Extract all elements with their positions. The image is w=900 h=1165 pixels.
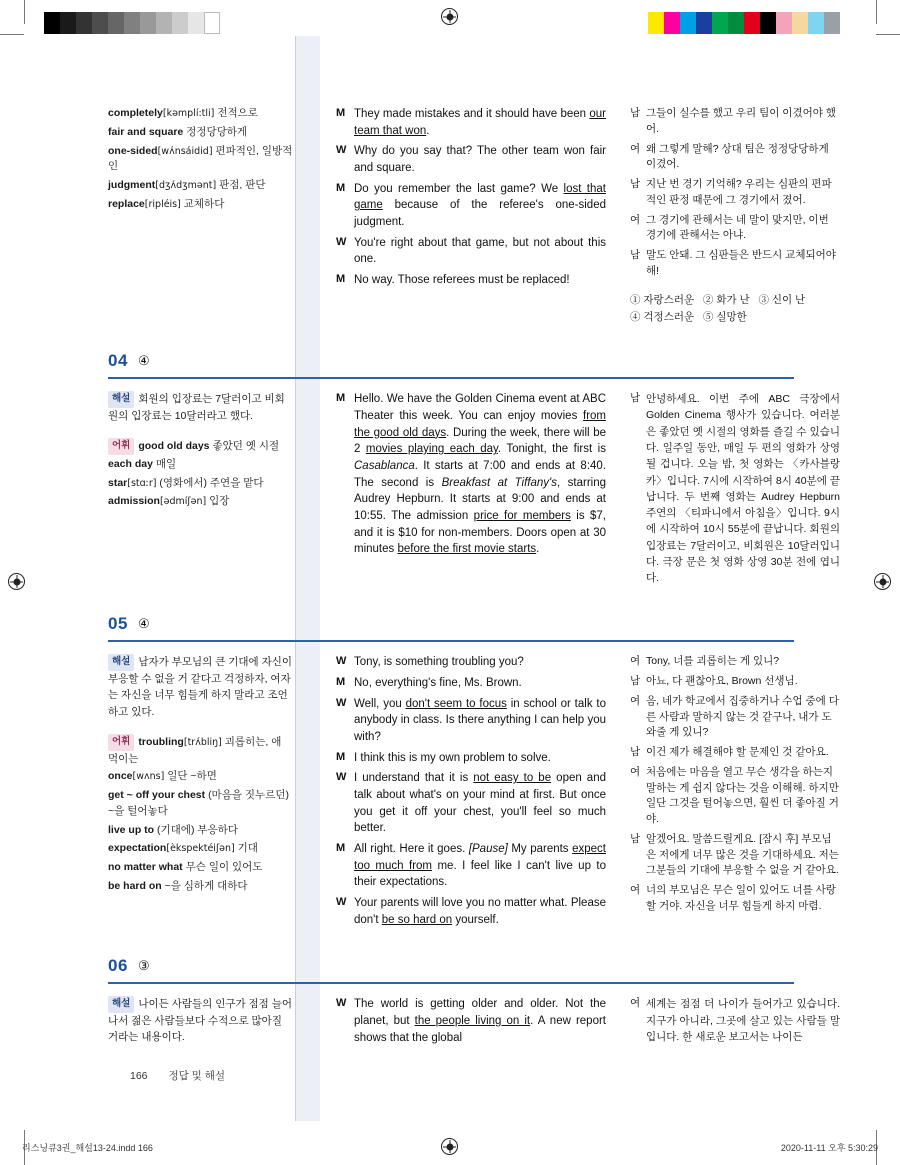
vocab-gloss: 기대 xyxy=(237,842,258,855)
explanation-tag: 해설 xyxy=(108,391,134,408)
vocab-ipa: [stɑːr] xyxy=(127,477,157,489)
korean-translation-column-06 xyxy=(630,996,840,1051)
utterance-text: No way. Those referees must be replaced! xyxy=(354,274,570,287)
translation-turn xyxy=(630,142,840,174)
speaker-label: M xyxy=(336,181,346,194)
question-block-05 xyxy=(22,614,878,938)
vocabulary-block-05 xyxy=(108,734,294,895)
vocabulary-item xyxy=(108,860,294,876)
translation-text: 너의 부모님은 무슨 일이 있어도 너를 사랑할 거야. 자신을 너무 힘들게 하지 마렴. xyxy=(646,884,836,912)
speaker-label: 남 xyxy=(630,675,641,688)
vocabulary-item xyxy=(108,788,294,820)
answer-key: ④ xyxy=(138,616,150,632)
vocab-gloss: 매일 xyxy=(155,457,177,470)
vocab-ipa: [kəmplí:tli] xyxy=(162,108,215,119)
vocabulary-item xyxy=(108,769,294,785)
vocabulary-item xyxy=(108,106,294,122)
speaker-label: W xyxy=(336,997,347,1010)
utterance-text: The world is getting older and older. Not the planet, but the people living on it. A new report shows that the global xyxy=(354,998,606,1044)
dialogue-turn xyxy=(336,235,606,268)
dialogue-turn xyxy=(336,770,606,837)
vocab-gloss: 입장 xyxy=(209,495,230,508)
footer-label: 정답 및 해설 xyxy=(168,1070,226,1082)
speaker-label: M xyxy=(336,107,346,119)
speaker-label: M xyxy=(336,392,346,405)
answer-key: ④ xyxy=(138,353,150,369)
speaker-label: 여 xyxy=(630,655,641,668)
vocab-gloss: 좋았던 옛 시절 xyxy=(212,440,280,453)
speaker-label: M xyxy=(336,676,346,689)
page-content xyxy=(22,36,878,1058)
vocab-gloss: ~을 심하게 대하다 xyxy=(164,879,248,892)
vocab-word: once xyxy=(108,770,133,783)
speaker-label: 여 xyxy=(630,765,641,778)
speaker-label: W xyxy=(336,655,347,668)
notes-column-05 xyxy=(108,654,304,932)
question-header-04 xyxy=(108,351,794,385)
translation-turn xyxy=(630,248,840,280)
vocab-ipa: [dʒʌ́dʒmənt] xyxy=(155,180,217,191)
question-header-05 xyxy=(108,614,794,648)
vocabulary-item xyxy=(108,476,294,492)
vocab-gloss: 전적으로 xyxy=(217,107,258,119)
choice-item: ④ 걱정스러운 xyxy=(630,311,695,324)
crop-mark xyxy=(24,0,25,24)
notes-column-04 xyxy=(108,391,304,590)
translation-text: 이건 제가 해결해야 할 문제인 것 같아요. xyxy=(646,746,829,759)
question-number: 06 xyxy=(108,956,128,976)
vocab-word: no matter what xyxy=(108,861,183,874)
vocabulary-list-03 xyxy=(108,106,294,213)
vocab-word: fair and square xyxy=(108,125,184,138)
vocab-ipa: [ripléis] xyxy=(144,198,181,210)
speaker-label: W xyxy=(336,896,347,909)
translation-turn xyxy=(630,654,840,670)
choice-item: ② 화가 난 xyxy=(702,293,750,306)
vocabulary-item xyxy=(108,197,294,213)
utterance-text: Your parents will love you no matter what. Please don't be so hard on yourself. xyxy=(354,897,606,926)
dialogue-turn xyxy=(336,654,606,671)
vocab-word: live up to xyxy=(108,823,155,836)
print-slug-line xyxy=(22,1140,878,1154)
vocab-gloss: (마음을 짓누르던) ~을 털어놓다 xyxy=(108,789,289,817)
speaker-label: 남 xyxy=(630,832,641,845)
explanation-text: 남자가 부모님의 큰 기대에 자신이 부응할 수 없을 거 같다고 걱정하자, 여자는 자신을 너무 힘들게 하지 말라고 조언하고 있다. xyxy=(108,656,293,718)
vocab-gloss: (영화에서) 주연을 맡다 xyxy=(159,476,264,489)
section-rule xyxy=(108,640,794,642)
notes-column-03 xyxy=(108,106,304,327)
speaker-label: W xyxy=(336,235,347,248)
explanation-block-06 xyxy=(108,996,294,1045)
crop-mark xyxy=(876,34,900,35)
vocab-word: replace xyxy=(108,197,145,210)
vocabulary-item xyxy=(108,178,294,194)
vocab-ipa: [trʌ́bliŋ] xyxy=(183,736,222,748)
english-script-column-05 xyxy=(336,654,606,932)
translation-turn xyxy=(630,745,840,761)
speaker-label: 남 xyxy=(630,746,641,759)
dialogue-turn xyxy=(336,675,606,692)
vocab-word: each day xyxy=(108,457,153,470)
vocab-word: be hard on xyxy=(108,879,162,892)
vocab-word: star xyxy=(108,476,128,489)
vocab-ipa: [wʌ́nsáidid] xyxy=(157,145,213,157)
grayscale-swatch-strip xyxy=(44,12,220,34)
page-number: 166 xyxy=(130,1070,148,1082)
choice-item: ⑤ 실망한 xyxy=(702,311,747,324)
dialogue-turn xyxy=(336,181,606,231)
print-timestamp: 2020-11-11 오후 5:30:29 xyxy=(780,1142,878,1153)
explanation-tag: 해설 xyxy=(108,654,134,671)
vocabulary-item xyxy=(108,841,294,857)
notes-column-06 xyxy=(108,996,304,1051)
vocab-gloss: 편파적인, 일방적인 xyxy=(108,144,293,173)
dialogue-turn xyxy=(336,750,606,767)
choice-row xyxy=(630,292,840,310)
explanation-block-04 xyxy=(108,391,294,424)
vocab-gloss: 판점, 판단 xyxy=(219,179,266,191)
speaker-label: 여 xyxy=(630,997,641,1010)
speaker-label: W xyxy=(336,144,347,157)
translation-turn xyxy=(630,213,840,245)
translation-text: 음, 네가 학교에서 집중하거나 수업 중에 다른 사람과 말하지 않는 것 같구나, 내가 도와줄 게 있니? xyxy=(646,694,839,739)
crop-mark xyxy=(0,34,24,35)
section-rule xyxy=(108,982,794,984)
vocabulary-item xyxy=(108,823,294,839)
vocab-word: expectation xyxy=(108,842,167,855)
question-header-06 xyxy=(108,956,794,990)
dialogue-turn xyxy=(336,895,606,928)
vocab-word: completely xyxy=(108,107,163,119)
vocab-word: judgment xyxy=(108,179,156,191)
vocab-ipa: [ədmíʃən] xyxy=(159,496,207,508)
speaker-label: 여 xyxy=(630,213,641,226)
translation-turn xyxy=(630,106,840,138)
vocabulary-item xyxy=(108,125,294,141)
utterance-text: Do you remember the last game? We lost that game because of the referee's one-sided judgment. xyxy=(354,182,606,229)
translation-turn xyxy=(630,765,840,828)
utterance-text: Well, you don't seem to focus in school or talk to anybody in class. Is there anything I can help you with? xyxy=(354,697,606,744)
crop-mark xyxy=(876,0,877,24)
speaker-label: 여 xyxy=(630,694,641,707)
vocab-gloss: 괴롭히는, 애 먹이는 xyxy=(108,735,282,765)
utterance-text: No, everything's fine, Ms. Brown. xyxy=(354,677,522,690)
vocab-word: admission xyxy=(108,495,160,508)
translation-text: 말도 안돼. 그 심판들은 반드시 교체되어야 해! xyxy=(646,249,836,277)
translation-text: 그들이 실수를 했고 우리 팀이 이겼어야 했어. xyxy=(646,107,836,135)
translation-text: 아뇨, 다 괜찮아요, Brown 선생님. xyxy=(646,675,798,688)
translation-turn xyxy=(630,674,840,690)
vocab-gloss: 교체하다 xyxy=(183,197,225,210)
vocabulary-item xyxy=(108,457,294,473)
utterance-text: I think this is my own problem to solve. xyxy=(354,751,551,764)
vocab-word: one-sided xyxy=(108,144,158,157)
vocabulary-item xyxy=(108,144,294,176)
answer-key: ③ xyxy=(138,958,150,974)
translation-turn xyxy=(630,391,840,586)
utterance-text: Tony, is something troubling you? xyxy=(354,656,524,669)
speaker-label: W xyxy=(336,771,347,784)
utterance-text: Hello. We have the Golden Cinema event at ABC Theater this week. You can enjoy movies from the good old days. During the week, there will be 2 movies playing each day. Tonight, the first is Casablanca. It starts at 7:00 and ends at 8:40. The second is Breakfast at Tiffany's, starring Audrey Hepburn. It starts at 9:00 and ends at 10:55. The admission price for members is $7, and it is $10 for non-members. Doors open at 30 minutes before the first movie starts. xyxy=(354,393,607,556)
vocabulary-item xyxy=(108,494,294,510)
utterance-text: All right. Here it goes. [Pause] My parents expect too much from me. I feel like I can't live up to their expectations. xyxy=(354,843,607,889)
translation-turn xyxy=(630,177,840,209)
utterance-text: I understand that it is not easy to be open and talk about what's on your mind at first. But once you get it off your chest, you'll feel so much better. xyxy=(354,772,606,835)
vocab-ipa: [èkspektéiʃən] xyxy=(166,843,235,855)
speaker-label: W xyxy=(336,696,347,709)
translation-turn xyxy=(630,832,840,879)
vocabulary-item xyxy=(108,879,294,895)
translation-text: Tony, 너를 괴롭히는 게 있니? xyxy=(646,655,780,668)
vocabulary-block-04 xyxy=(108,438,294,510)
translation-turn xyxy=(630,694,840,741)
speaker-label: M xyxy=(336,273,346,286)
translation-text: 세계는 점점 더 나이가 들어가고 있습니다. 지구가 아니라, 그곳에 살고 있는 사람들 말입니다. 한 새로운 보고서는 나이든 xyxy=(646,998,840,1043)
dialogue-turn xyxy=(336,106,606,139)
speaker-label: 여 xyxy=(630,884,641,897)
speaker-label: M xyxy=(336,842,346,855)
vocab-gloss: 일단 ~하면 xyxy=(167,770,217,783)
dialogue-turn xyxy=(336,143,606,176)
choice-row xyxy=(630,309,840,327)
speaker-label: 여 xyxy=(630,142,641,155)
translation-text: 그 경기에 관해서는 네 말이 맞지만, 이번 경기에 관해서는 아냐. xyxy=(646,213,829,242)
registration-target-icon-top xyxy=(441,8,458,25)
source-filename: 리스닝큐3권_해설13-24.indd 166 xyxy=(22,1142,153,1153)
speaker-label: 남 xyxy=(630,392,641,405)
translation-text: 처음에는 마음을 열고 무슨 생각을 하는지 말하는 게 쉽지 않다는 것을 이해해. 하지만 일단 그것을 털어놓으면, 훨씬 더 좋아질 거야. xyxy=(646,765,839,826)
korean-translation-column-03 xyxy=(630,106,840,327)
korean-translation-column-04 xyxy=(630,391,840,590)
vocab-ipa: [wʌns] xyxy=(132,771,165,783)
question-block-04 xyxy=(22,351,878,596)
vocab-gloss: 정정당당하게 xyxy=(186,125,248,138)
question-block-06 xyxy=(22,956,878,1057)
workbook-page xyxy=(22,36,878,1136)
page-footer xyxy=(130,1068,225,1083)
translation-turn xyxy=(630,996,840,1045)
question-number: 04 xyxy=(108,351,128,371)
vocabulary-tag: 어휘 xyxy=(108,438,134,455)
speaker-label: M xyxy=(336,750,346,763)
explanation-text: 회원의 입장료는 7달러이고 비회원의 입장료는 10달러라고 했다. xyxy=(108,393,285,422)
explanation-block-05 xyxy=(108,654,294,720)
utterance-text: They made mistakes and it should have been our team that won. xyxy=(354,108,606,137)
translation-text: 지난 번 경기 기억해? 우리는 심판의 편파적인 판정 때문에 그 경기에서 졌어. xyxy=(646,178,832,206)
dialogue-turn xyxy=(336,841,606,891)
dialogue-turn xyxy=(336,696,606,746)
dialogue-turn xyxy=(336,272,606,289)
vocab-word: troubling xyxy=(138,735,184,748)
explanation-tag: 해설 xyxy=(108,996,134,1013)
translation-text: 알겠어요. 말씀드릴게요. [잠시 후] 부모님은 저에게 너무 많은 것을 기대하세요. 저는 그분들의 기대에 부응할 수 없을 거 같아요. xyxy=(646,832,839,877)
question-block-03-continued xyxy=(22,106,878,333)
speaker-label: 남 xyxy=(630,178,641,190)
utterance-text: Why do you say that? The other team won fair and square. xyxy=(354,145,606,175)
vocab-gloss: (기대에) 부응하다 xyxy=(157,823,238,836)
answer-choices-03 xyxy=(630,292,840,328)
color-swatch-strip xyxy=(648,12,840,34)
section-rule xyxy=(108,377,794,379)
vocab-gloss: 무슨 일이 있어도 xyxy=(185,861,263,874)
dialogue-turn xyxy=(336,391,606,558)
dialogue-turn xyxy=(336,996,606,1046)
speaker-label: 남 xyxy=(630,249,641,261)
explanation-text: 나이든 사람들의 인구가 점점 늘어나서 젊은 사람들보다 수적으로 많아질 거라는 내용이다. xyxy=(108,998,293,1044)
korean-translation-column-05 xyxy=(630,654,840,932)
vocab-word: good old days xyxy=(138,440,210,453)
vocab-word: get ~ off your chest xyxy=(108,789,206,802)
utterance-text: You're right about that game, but not about this one. xyxy=(354,236,606,266)
vocabulary-tag: 어휘 xyxy=(108,734,134,751)
translation-text: 안녕하세요. 이번 주에 ABC 극장에서 Golden Cinema 행사가 있습니다. 여러분은 좋았던 옛 시절의 영화를 즐길 수 있습니다. 일주일 동안, 매일 두 편의 영화가 상영될 겁니다. 오늘 밤, 첫 영화는 〈카사블랑카〉입니다. 7시에 시작하여 8시 40분에 끝납니다. 두 번째 영화는 Audrey Hepburn 주연의 〈티파니에서 아침을〉입니다. 9시에 시작하여 10시 55분에 끝납니다. 회원의 입장료는 7달러이고, 비회원은 10달러입니다. 극장 문은 첫 영화 상영 30분 전에 엽니다. xyxy=(646,393,840,585)
english-script-column-03 xyxy=(336,106,606,327)
english-script-column-04 xyxy=(336,391,606,590)
translation-text: 왜 그렇게 말해? 상대 팀은 정정당당하게 이겼어. xyxy=(646,142,829,171)
choice-item: ③ 신이 난 xyxy=(758,293,806,306)
choice-item: ① 자랑스러운 xyxy=(630,293,695,306)
speaker-label: 남 xyxy=(630,107,641,119)
translation-turn xyxy=(630,883,840,915)
english-script-column-06 xyxy=(336,996,606,1051)
question-number: 05 xyxy=(108,614,128,634)
